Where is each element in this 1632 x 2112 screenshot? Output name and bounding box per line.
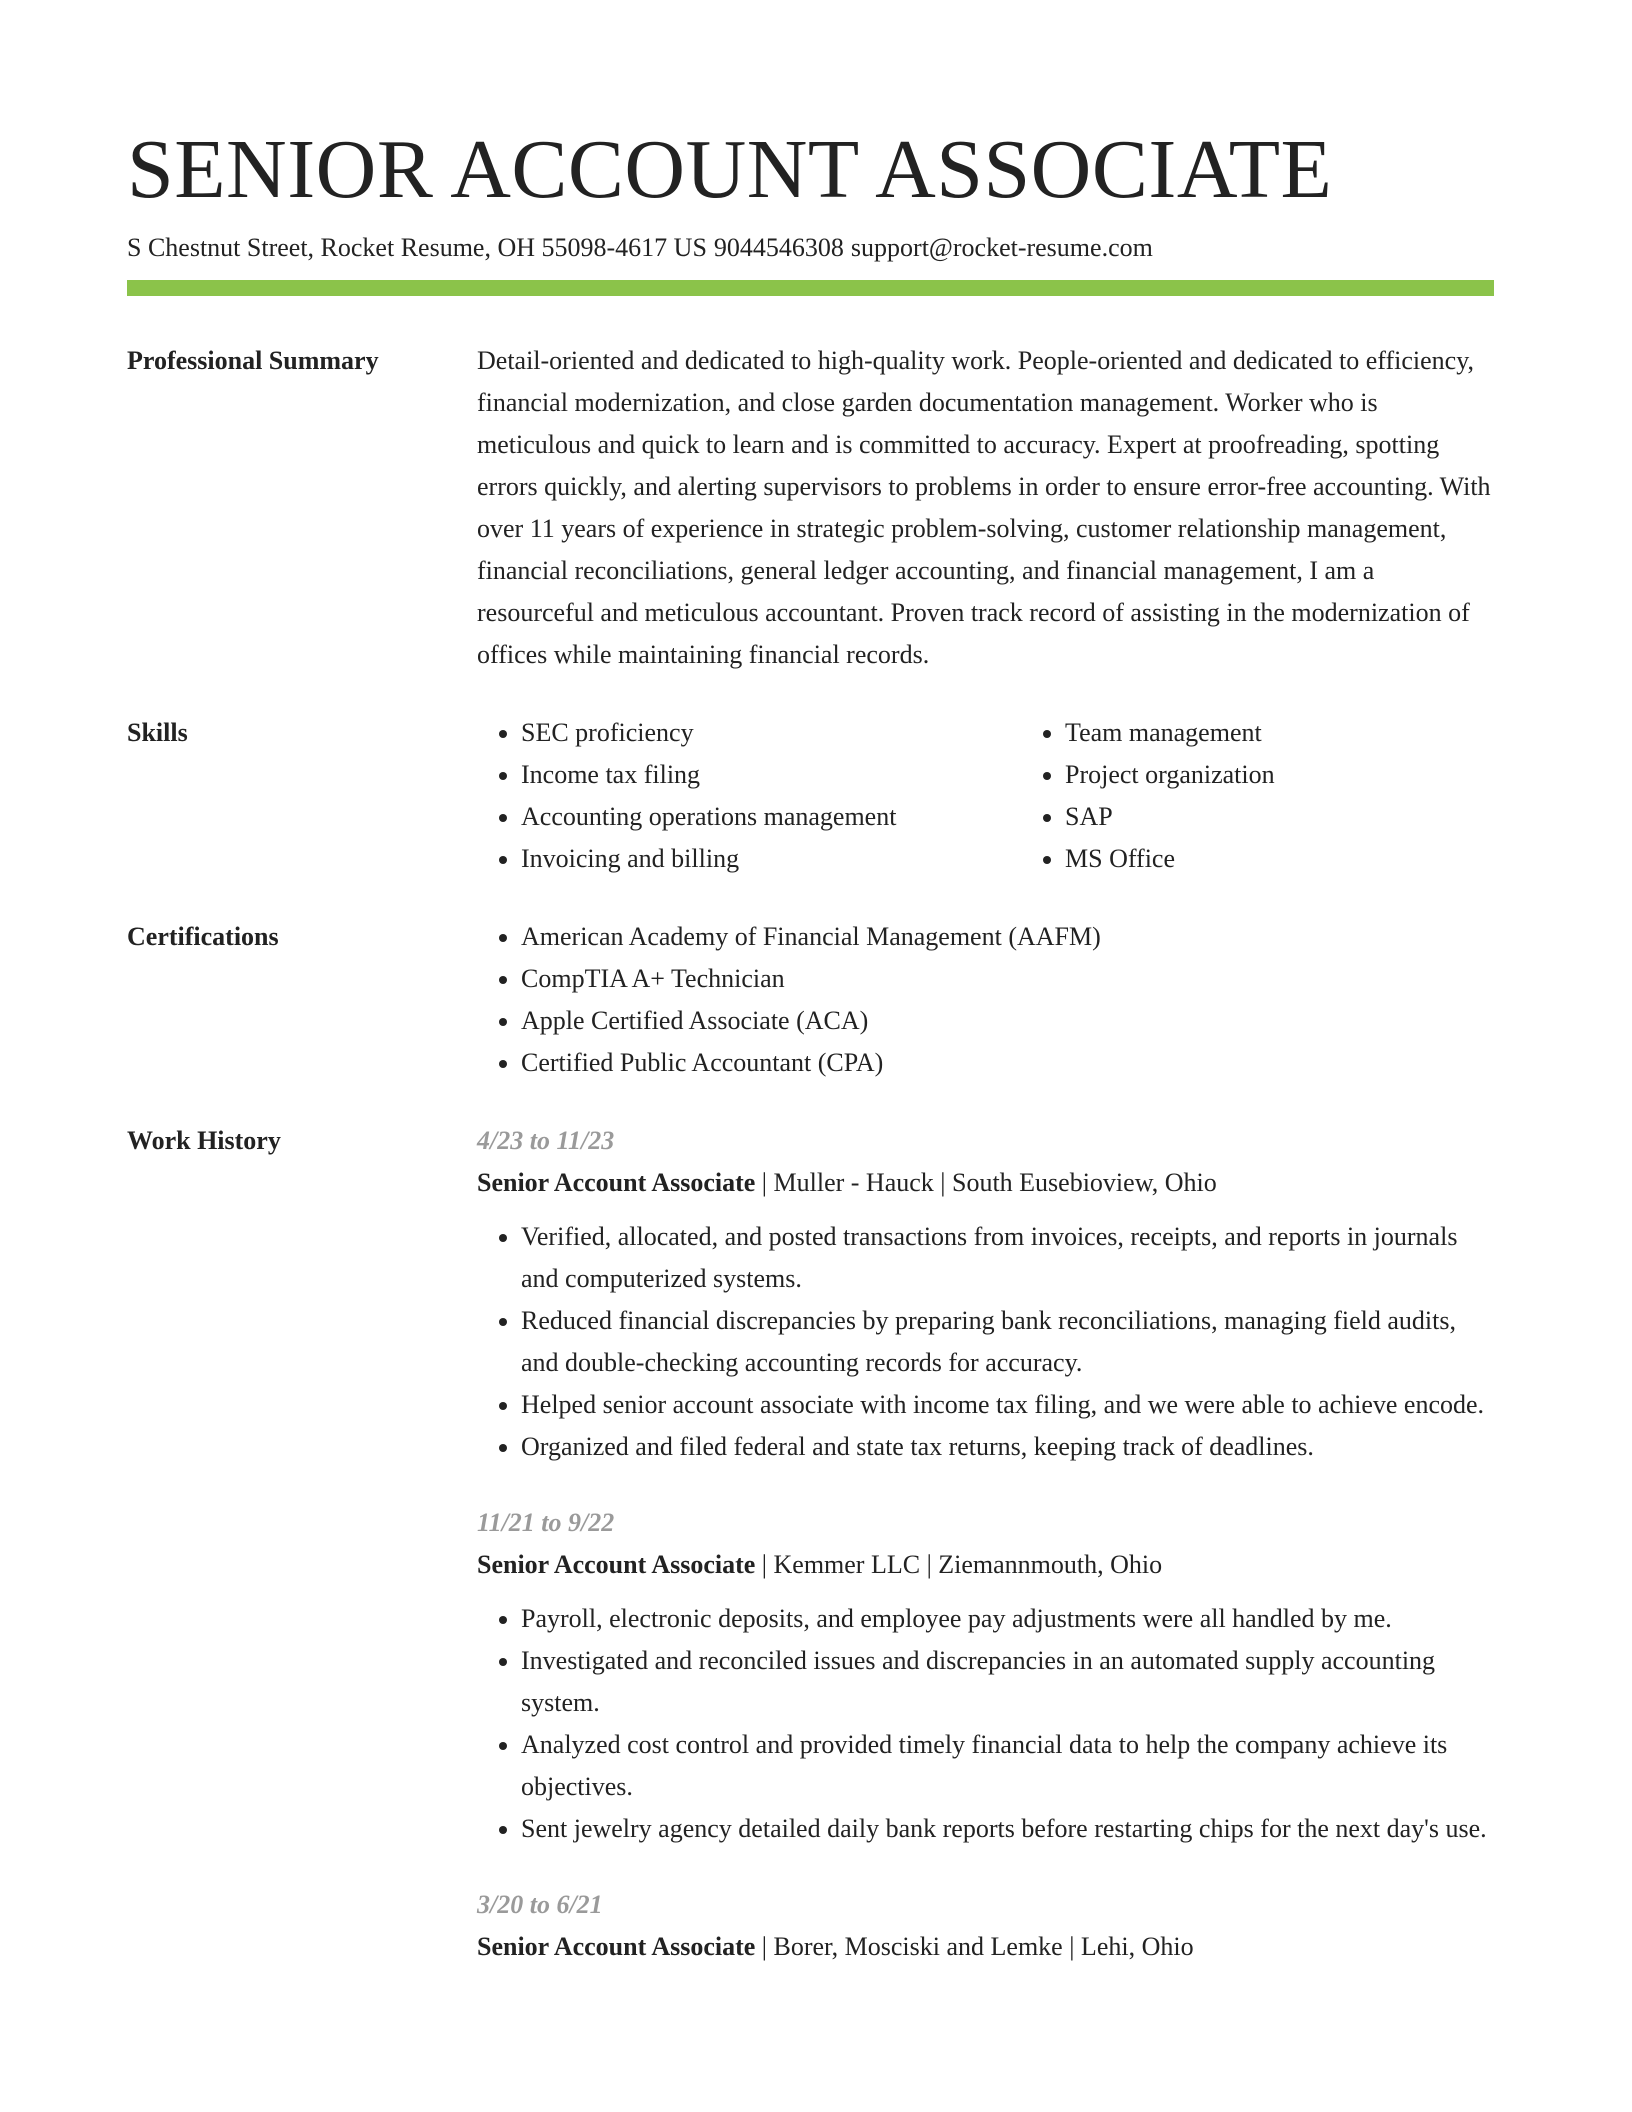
job-details: | Kemmer LLC | Ziemannmouth, Ohio bbox=[755, 1550, 1163, 1579]
contact-phone: 9044546308 bbox=[713, 233, 844, 262]
job-bullet: • Payroll, electronic deposits, and employee pay adjustments were all handled by me. bbox=[521, 1598, 1494, 1640]
skills-list-right bbox=[1021, 712, 1565, 880]
skill-item: • Accounting operations management bbox=[521, 796, 1021, 838]
skill-item: • Project organization bbox=[1065, 754, 1565, 796]
skills-section bbox=[127, 716, 1494, 880]
job-date: 3/20 to 6/21 bbox=[477, 1890, 603, 1919]
summary-label: Professional Summary bbox=[127, 346, 379, 375]
contact-address: S Chestnut Street, Rocket Resume, OH 55098-4617 US bbox=[127, 233, 707, 262]
summary-section bbox=[127, 344, 1494, 676]
job-date: 4/23 to 11/23 bbox=[477, 1126, 615, 1155]
certifications-label: Certifications bbox=[127, 922, 279, 951]
job-entry bbox=[477, 1884, 1494, 1968]
job-bullet: • Helped senior account associate with income tax filing, and we were able to achieve encode. bbox=[521, 1384, 1494, 1426]
skills-list-left bbox=[477, 712, 1021, 880]
certifications-section bbox=[127, 920, 1494, 1084]
skill-item: • Invoicing and billing bbox=[521, 838, 1021, 880]
resume-page bbox=[127, 118, 1494, 2002]
summary-text: Detail-oriented and dedicated to high-quality work. People-oriented and dedicated to efficiency, financial modernization, and close garden documentation management. Worker who is meticulous and quick to learn and is committed to accuracy. Expert at proofreading, spotting errors quickly, and alerting supervisors to problems in order to ensure error-free accounting. With over 11 years of experience in strategic problem-solving, customer relationship management, financial reconciliations, general ledger accounting, and financial management, I am a resourceful and meticulous accountant. Proven track record of assisting in the modernization of offices while maintaining financial records. bbox=[477, 346, 1491, 669]
job-title: Senior Account Associate bbox=[477, 1550, 756, 1579]
header-divider bbox=[127, 280, 1494, 296]
job-role bbox=[477, 1926, 1494, 1968]
work-history-label: Work History bbox=[127, 1126, 281, 1155]
job-bullet: • Reduced financial discrepancies by preparing bank reconciliations, managing field audits, and double-checking accounting records for accuracy. bbox=[521, 1300, 1494, 1384]
job-bullets bbox=[477, 1598, 1494, 1850]
job-bullet: • Organized and filed federal and state tax returns, keeping track of deadlines. bbox=[521, 1426, 1494, 1468]
job-role bbox=[477, 1544, 1494, 1586]
skill-item: • Team management bbox=[1065, 712, 1565, 754]
work-history-section bbox=[127, 1124, 1494, 2002]
job-date: 11/21 to 9/22 bbox=[477, 1508, 615, 1537]
job-bullet: • Verified, allocated, and posted transactions from invoices, receipts, and reports in journals and computerized systems. bbox=[521, 1216, 1494, 1300]
candidate-name: SENIOR ACCOUNT ASSOCIATE bbox=[127, 123, 1333, 216]
certification-item: • American Academy of Financial Management (AAFM) bbox=[521, 916, 1494, 958]
job-details: | Muller - Hauck | South Eusebioview, Ohio bbox=[755, 1168, 1217, 1197]
job-bullet: • Investigated and reconciled issues and discrepancies in an automated supply accounting system. bbox=[521, 1640, 1494, 1724]
job-bullet: • Sent jewelry agency detailed daily bank reports before restarting chips for the next day's use. bbox=[521, 1808, 1494, 1850]
job-details: | Borer, Mosciski and Lemke | Lehi, Ohio bbox=[755, 1932, 1194, 1961]
skill-item: • SAP bbox=[1065, 796, 1565, 838]
contact-email: support@rocket-resume.com bbox=[850, 233, 1153, 262]
skills-label: Skills bbox=[127, 718, 188, 747]
skill-item: • MS Office bbox=[1065, 838, 1565, 880]
job-title: Senior Account Associate bbox=[477, 1168, 756, 1197]
certification-item: • CompTIA A+ Technician bbox=[521, 958, 1494, 1000]
contact-line bbox=[127, 230, 1494, 266]
job-bullet: • Analyzed cost control and provided timely financial data to help the company achieve its objectives. bbox=[521, 1724, 1494, 1808]
job-title: Senior Account Associate bbox=[477, 1932, 756, 1961]
certification-item: • Apple Certified Associate (ACA) bbox=[521, 1000, 1494, 1042]
certifications-list bbox=[477, 916, 1494, 1084]
skill-item: • SEC proficiency bbox=[521, 712, 1021, 754]
certification-item: • Certified Public Accountant (CPA) bbox=[521, 1042, 1494, 1084]
job-entry bbox=[477, 1502, 1494, 1850]
skill-item: • Income tax filing bbox=[521, 754, 1021, 796]
job-bullets bbox=[477, 1216, 1494, 1468]
job-entry bbox=[477, 1120, 1494, 1468]
job-role bbox=[477, 1162, 1494, 1204]
